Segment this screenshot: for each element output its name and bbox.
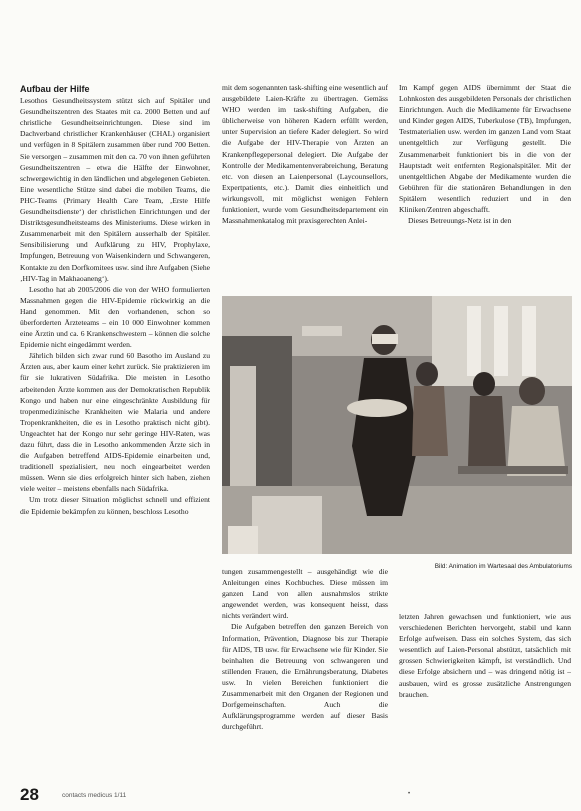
photo-caption: Bild: Animation im Wartesaal des Ambulatoriums (434, 563, 572, 570)
waiting-room-photo (222, 296, 572, 554)
column-2-bottom (222, 566, 388, 781)
paragraph: letzten Jahren gewachsen und funktioniert, wie aus verschiedenen Berichten hervorgeht, stabil und kann Erfolge aufweisen. Dass ein solches System, das sich wesentlich auf Laien-Personal abstützt, tatsächlich mit grossen Schwierigkeiten kämpft, ist verständlich. Und diese Erfolge absichern und – was dringend nötig ist – ausbauen, wird es grosse zusätzliche Anstrengungen brauchen. (399, 612, 571, 699)
paragraph: Um trotz dieser Situation möglichst schnell und effizient die Epidemie bekämpfen zu können, beschloss Lesotho (20, 495, 210, 516)
paragraph: Die Aufgaben betreffen den ganzen Bereich von Information, Prävention, Diagnose bis zur Therapie für AIDS, TB usw. für Erwachsene wie für Kinder. Sie beinhalten die Betreuung von schwangeren und stillenden Frauen, die Ernährungsberatung, Diabetes usw. In vielen Bereichen funktioniert die Zusammenarbeit mit den Organen der Regionen und Dorfgemeinschaften. Auch die Aufklärungsprogramme werden auf dieser Basis durchgeführt. (222, 622, 388, 732)
paragraph: Lesothos Gesundheitssystem stützt sich auf Spitäler und Gesundheitszentren des Staates mit ca. 2000 Betten und auf christliche Gesundheitseinrichtungen. Diese sind im Dachverband christlicher Krankenhäuser (CHAL) organisiert und verfügen in 8 Spitälern zusammen über rund 700 Betten. Sie versorgen – zusammen mit den ca. 70 von ihnen geführten Gesundheitszentren – etwa die Hälfte der Einwohner, schwergewichtig in den ländlichen und abgelegenen Gebieten. Eine wesentliche Stütze sind dabei die mobilen Teams, die PHC-Teams (Primary Health Care Team, ‚Erste Hilfe Gesundheitsdienste‘) der christlichen Einrichtungen und der Distriktsgesundheitsteams des Ministeriums. Diese wirken in Zusammenarbeit mit den Spitälern ausserhalb der Spitäler. Sensibilisierung und Aufklärung zu HIV, Prophylaxe, Impfungen, Betreuung von Waisenkindern und Schwangeren, Kontakte zu den Dorfkomitees usw. sind ihre Aufgaben (Siehe ‚HIV-Tag in Makhaoaneng‘). (20, 96, 210, 283)
paragraph: mit dem sogenannten task-shifting eine wesentlich auf ausgebildete Laien-Kräfte zu übertragen. Gemäss WHO werden im task-shifting Aufgaben, die üblicherweise von höheren Kadern erfüllt werden, unter Supervision an tiefere Kader delegiert. So wird die Aufgabe der HIV-Therapie von Ärzten an Krankenpflegepersonal delegiert. Die Aufgabe der Kontrolle der Medikamentenverabreichung, Beratung etc. von diesen an Laienpersonal (Laycounsellors, Expertpatients, etc.). Damit dies einheitlich und wirkungsvoll, mit möglichst wenigen Fehlern funktioniert, wurde vom Gesundheitsdepartement ein Massnahmenkatalog mit praxisgerechten Anlei- (222, 83, 388, 226)
column-3-bottom (399, 611, 571, 781)
column-2-top (222, 82, 388, 292)
paragraph: Lesotho hat ab 2005/2006 die von der WHO formulierten Massnahmen gegen die HIV-Epidemie rückwirkig an die Hand genommen. Mit den vorhandenen, schon so überforderten Ärzteteams – ein 10 000 Einwohner kommen eine Ärztin und ca. 6 Krankenschwestern – können die solche Epidemie nicht eingedämmt werden. (20, 284, 210, 350)
section-heading: Aufbau der Hilfe (20, 84, 90, 94)
paragraph: Dieses Betreuungs-Netz ist in den (408, 216, 512, 226)
journal-name: contacts medicus 1/11 (62, 792, 127, 799)
paragraph: Im Kampf gegen AIDS übernimmt der Staat die Lohnkosten des ausgebildeten Personals der christlichen Einrichtungen. Auch die Medikamente für Erwachsene und Kinder gegen AIDS, Tuberkulose (TB), Impfungen, Testmaterialien usw. werden im ganzen Land vom Staat unentgeltlich zur Verfügung gestellt. Die Zusammenarbeit funktioniert bis in die von der Hauptstadt weit entfernten Regionalspitäler. Mit der unentgeltlichen Abgabe der Medikamente wurden die Gebühren für die stationären Behandlungen in den Spitälern wesentlich reduziert und in den Kliniken/Zentren abgeschafft. (399, 83, 571, 215)
footer-dot: • (408, 791, 411, 797)
page-number: 28 (20, 785, 39, 804)
column-3-top (399, 82, 571, 292)
photo-illustration (222, 296, 572, 554)
column-1 (20, 84, 210, 784)
paragraph: Jährlich bilden sich zwar rund 60 Basotho im Ausland zu Ärzten aus, aber kaum einer kehrt zurück. Sie praktizieren im für sie lukrativen Südafrika. Die meisten in Lesotho arbeitenden Ärzte kommen aus der Demokratischen Republik Kongo und haben nur eine eingeschränkte Ausbildung für tropenmedizinische Krankheiten wie Malaria und andere Tropenkrankheiten, die es in Lesotho praktisch nicht gibt). Ungeachtet hat der Kongo nur sehr geringe HIV-Raten, was dazu führt, dass die in Lesotho ankommenden Ärzte sich in die Aufgaben betreffend AIDS-Epidemie einarbeiten und, traditionell spezialisiert, neu noch eingearbeitet werden müssen. Wenn sie dies erfolgreich hinter sich haben, ziehen viele weiter – meistens ebenfalls nach Südafrika. (20, 351, 210, 494)
page-footer (20, 785, 560, 805)
paragraph: tungen zusammengestellt – ausgehändigt wie die Anleitungen eines Kochbuches. Diese müssen im ganzen Land von allen ausnahmslos strikte angewendet werden, was konsequent heisst, dass nichts verändert wird. (222, 567, 388, 621)
